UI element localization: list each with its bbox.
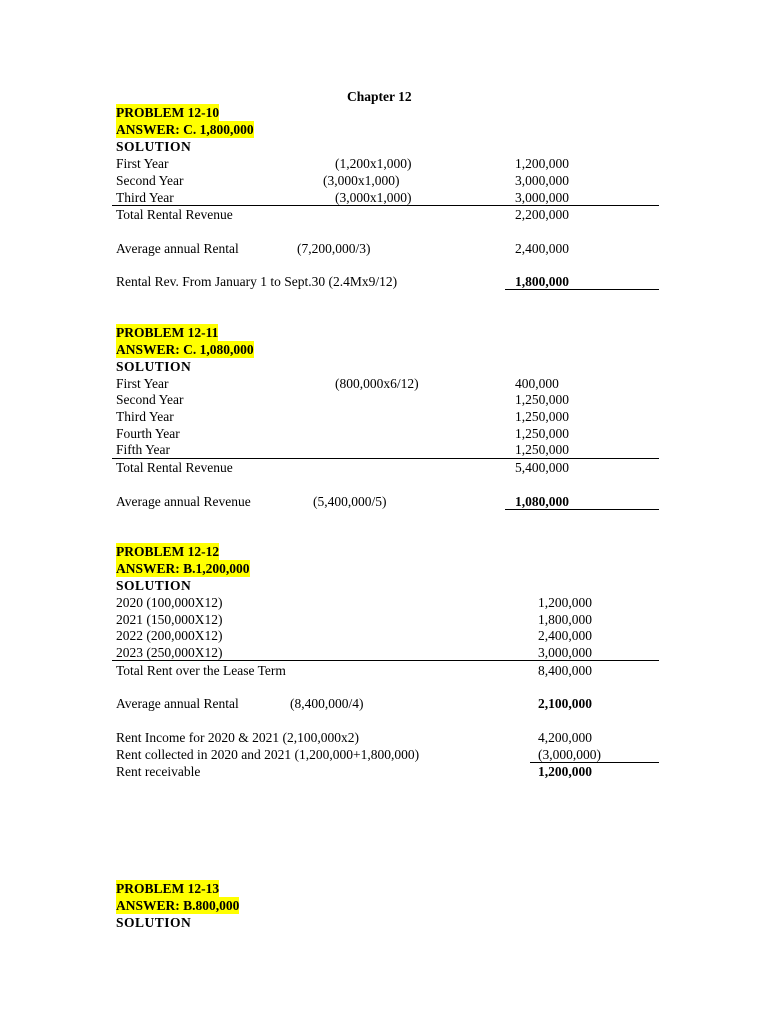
row-label: First Year (116, 376, 169, 391)
answer-line: ANSWER: C. 1,800,000 (116, 122, 254, 137)
rent-income-label: Rent Income for 2020 & 2021 (2,100,000x2) (116, 730, 359, 745)
row-label: First Year (116, 156, 169, 171)
rent-receivable-label: Rent receivable (116, 764, 201, 779)
row-calc: (3,000x1,000) (335, 190, 412, 205)
rent-collected-amount: (3,000,000) (538, 747, 601, 762)
row-amount: 3,000,000 (515, 173, 569, 188)
row-label: Second Year (116, 392, 184, 407)
average-calc: (8,400,000/4) (290, 696, 364, 711)
row-amount: 1,200,000 (538, 595, 592, 610)
chapter-title: Chapter 12 (347, 89, 412, 104)
average-amount: 2,400,000 (515, 241, 569, 256)
row-calc: (3,000x1,000) (323, 173, 400, 188)
average-calc: (5,400,000/5) (313, 494, 387, 509)
average-calc: (7,200,000/3) (297, 241, 371, 256)
total-label: Total Rental Revenue (116, 207, 233, 222)
row-amount: 1,250,000 (515, 426, 569, 441)
solution-label: SOLUTION (116, 359, 192, 374)
answer-line: ANSWER: B.800,000 (116, 898, 240, 913)
answer-underline (505, 509, 659, 510)
problem-heading: PROBLEM 12-13 (116, 881, 220, 896)
problem-heading: PROBLEM 12-12 (116, 544, 220, 559)
solution-label: SOLUTION (116, 915, 192, 930)
answer-line: ANSWER: B.1,200,000 (116, 561, 250, 576)
row-label: Fourth Year (116, 426, 180, 441)
average-label: Average annual Rental (116, 696, 239, 711)
row-amount: 1,250,000 (515, 442, 569, 457)
row-label: Fifth Year (116, 442, 171, 457)
solution-label: SOLUTION (116, 139, 192, 154)
row-amount: 3,000,000 (538, 645, 592, 660)
row-amount: 1,200,000 (515, 156, 569, 171)
row-label: 2022 (200,000X12) (116, 628, 223, 643)
rent-collected-label: Rent collected in 2020 and 2021 (1,200,000+1,800,000) (116, 747, 420, 762)
average-label: Average annual Revenue (116, 494, 251, 509)
total-amount: 5,400,000 (515, 460, 569, 475)
row-calc: (1,200x1,000) (335, 156, 412, 171)
rent-receivable-amount: 1,200,000 (538, 764, 592, 779)
average-label: Average annual Rental (116, 241, 239, 256)
total-amount: 8,400,000 (538, 663, 592, 678)
total-label: Total Rent over the Lease Term (116, 663, 286, 678)
revenue-amount: 1,800,000 (515, 274, 569, 289)
problem-heading: PROBLEM 12-11 (116, 325, 219, 340)
total-amount: 2,200,000 (515, 207, 569, 222)
solution-label: SOLUTION (116, 578, 192, 593)
problem-heading: PROBLEM 12-10 (116, 105, 220, 120)
row-calc: (800,000x6/12) (335, 376, 419, 391)
row-amount: 2,400,000 (538, 628, 592, 643)
rent-income-amount: 4,200,000 (538, 730, 592, 745)
average-amount: 1,080,000 (515, 494, 569, 509)
row-label: 2021 (150,000X12) (116, 612, 223, 627)
row-label: 2020 (100,000X12) (116, 595, 223, 610)
revenue-label: Rental Rev. From January 1 to Sept.30 (2.4Mx9/12) (116, 274, 398, 289)
row-amount: 1,250,000 (515, 392, 569, 407)
answer-underline (505, 289, 659, 290)
total-label: Total Rental Revenue (116, 460, 233, 475)
average-amount: 2,100,000 (538, 696, 592, 711)
row-label: Second Year (116, 173, 184, 188)
row-label: Third Year (116, 190, 174, 205)
row-amount: 3,000,000 (515, 190, 569, 205)
total-rule (112, 660, 659, 661)
answer-line: ANSWER: C. 1,080,000 (116, 342, 254, 357)
row-amount: 1,800,000 (538, 612, 592, 627)
row-label: Third Year (116, 409, 174, 424)
row-label: 2023 (250,000X12) (116, 645, 223, 660)
row-amount: 400,000 (515, 376, 559, 391)
row-amount: 1,250,000 (515, 409, 569, 424)
